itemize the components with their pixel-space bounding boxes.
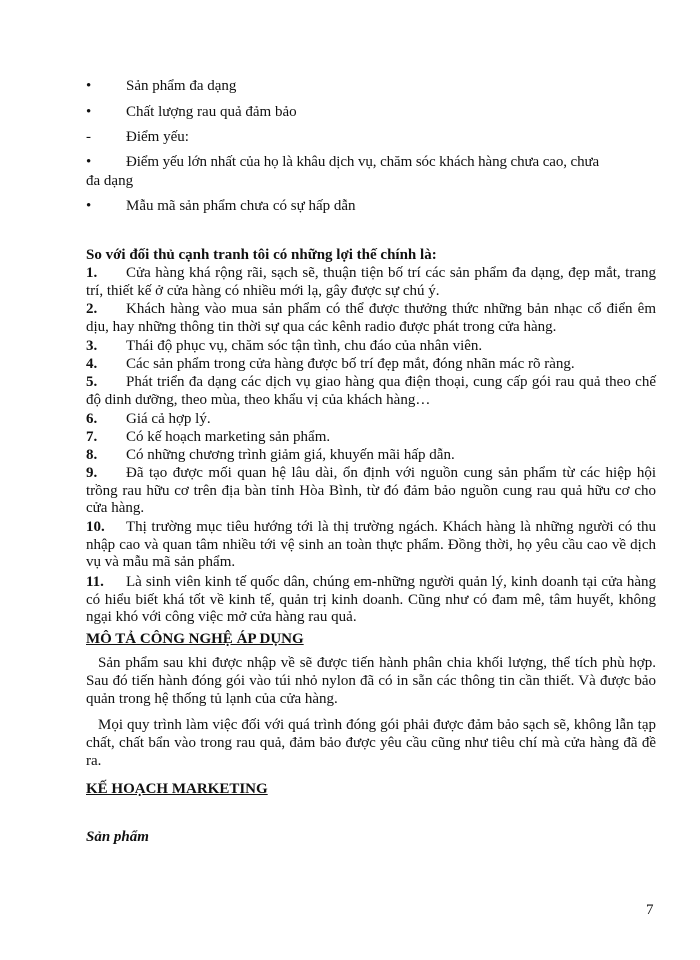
item-text: Thị trường mục tiêu hướng tới là thị trường ngách. Khách hàng là những người có thu nhập cao và quan tâm nhiều tới vệ sinh an toàn thực phẩm. Đồng thời, họ yêu cầu cao về dịch vụ và mẫu mã sản phẩm. xyxy=(86,519,656,570)
item-text: Thái độ phục vụ, chăm sóc tận tình, chu đáo của nhân viên. xyxy=(126,338,483,354)
technology-heading: MÔ TẢ CÔNG NGHỆ ÁP DỤNG xyxy=(86,631,304,647)
technology-paragraph: Sản phẩm sau khi được nhập về sẽ được tiến hành phân chia khối lượng, thể tích phù hợp. Sau đó tiến hành đóng gói vào túi nhỏ nylon đã có in sẵn các thông tin cần thiết. Và được bảo quản trong hệ thống tủ lạnh của cửa hàng. xyxy=(86,655,656,707)
item-number: 2. xyxy=(86,301,98,317)
advantage-item xyxy=(86,374,656,409)
item-text: Có kế hoạch marketing sản phẩm. xyxy=(126,429,331,445)
item-number: 11. xyxy=(86,574,104,590)
weakness-text: Mẫu mã sản phẩm chưa có sự hấp dẫn xyxy=(126,198,356,214)
strength-text: Chất lượng rau quả đảm bảo xyxy=(126,104,297,120)
item-number: 6. xyxy=(86,411,98,427)
item-number: 4. xyxy=(86,356,98,372)
bullet-mark: • xyxy=(86,198,92,214)
dash-mark: - xyxy=(86,129,91,145)
advantage-item xyxy=(86,356,656,374)
weakness-text-continuation: đa dạng xyxy=(86,173,134,189)
advantage-item xyxy=(86,429,656,447)
strength-text: Sản phẩm đa dạng xyxy=(126,78,237,94)
bullet-mark: • xyxy=(86,154,92,170)
item-number: 3. xyxy=(86,338,98,354)
item-text: Khách hàng vào mua sản phẩm có thể được thưởng thức những bản nhạc cổ điển êm dịu, hay những thông tin thời sự qua các kênh radio được phát trong cửa hàng. xyxy=(86,301,656,335)
advantage-item xyxy=(86,574,656,627)
advantage-item xyxy=(86,411,656,429)
item-text: Là sinh viên kinh tế quốc dân, chúng em-những người quản lý, kinh doanh tại cửa hàng có hiểu biết khá tốt về kinh tế, quản trị kinh doanh. Cũng như có đam mê, tâm huyết, không ngại khó với công việc mở cửa hàng rau quả. xyxy=(86,574,656,625)
item-number: 8. xyxy=(86,447,98,463)
item-text: Có những chương trình giảm giá, khuyến mãi hấp dẫn. xyxy=(126,447,455,463)
bullet-mark: • xyxy=(86,78,92,94)
advantage-item xyxy=(86,338,656,356)
weakness-item xyxy=(86,196,646,216)
page-number: 7 xyxy=(646,902,654,918)
advantage-item xyxy=(86,301,656,336)
item-number: 7. xyxy=(86,429,98,445)
advantage-item xyxy=(86,447,656,465)
bullet-mark: • xyxy=(86,104,92,120)
marketing-subheading: Sản phẩm xyxy=(86,829,149,845)
item-text: Các sản phẩm trong cửa hàng được bố trí đẹp mắt, đóng nhãn mác rõ ràng. xyxy=(126,356,575,372)
marketing-heading: KẾ HOẠCH MARKETING xyxy=(86,781,268,797)
item-number: 1. xyxy=(86,265,98,281)
item-number: 5. xyxy=(86,374,98,390)
advantage-item xyxy=(86,519,656,572)
advantage-item xyxy=(86,465,656,518)
item-text: Giá cả hợp lý. xyxy=(126,411,211,427)
technology-paragraph: Mọi quy trình làm việc đối với quá trình đóng gói phải được đảm bảo sạch sẽ, không lẫn tạp chất, chất bẩn vào trong rau quả, đảm bảo được yêu cầu cũng như tiêu chí mà cửa hàng đã đề ra. xyxy=(86,717,656,769)
strength-item xyxy=(86,76,646,96)
weakness-label-text: Điểm yếu: xyxy=(126,129,189,145)
strength-item xyxy=(86,102,646,122)
advantages-heading: So với đối thủ cạnh tranh tôi có những lợi thế chính là: xyxy=(86,247,437,263)
item-text: Cửa hàng khá rộng rãi, sạch sẽ, thuận tiện bố trí các sản phẩm đa dạng, đẹp mắt, trang trí, thiết kế ở cửa hàng có nhiều mới lạ, gây được sự chú ý. xyxy=(86,265,656,299)
item-text: Phát triển đa dạng các dịch vụ giao hàng qua điện thoại, cung cấp gói rau quả theo chế độ dinh dưỡng, theo mùa, theo khẩu vị của khách hàng… xyxy=(86,374,656,408)
item-number: 10. xyxy=(86,519,105,535)
advantage-item xyxy=(86,265,656,300)
weakness-item xyxy=(86,152,656,172)
item-number: 9. xyxy=(86,465,98,481)
weakness-label xyxy=(86,127,646,147)
weakness-text: Điểm yếu lớn nhất của họ là khâu dịch vụ, chăm sóc khách hàng chưa cao, chưa xyxy=(126,154,600,170)
item-text: Đã tạo được mối quan hệ lâu dài, ổn định với nguồn cung sản phẩm từ các hiệp hội trồng rau hữu cơ trên địa bàn tỉnh Hòa Bình, từ đó đảm bảo nguồn cung rau quả hữu cơ cho cửa hàng. xyxy=(86,465,656,516)
